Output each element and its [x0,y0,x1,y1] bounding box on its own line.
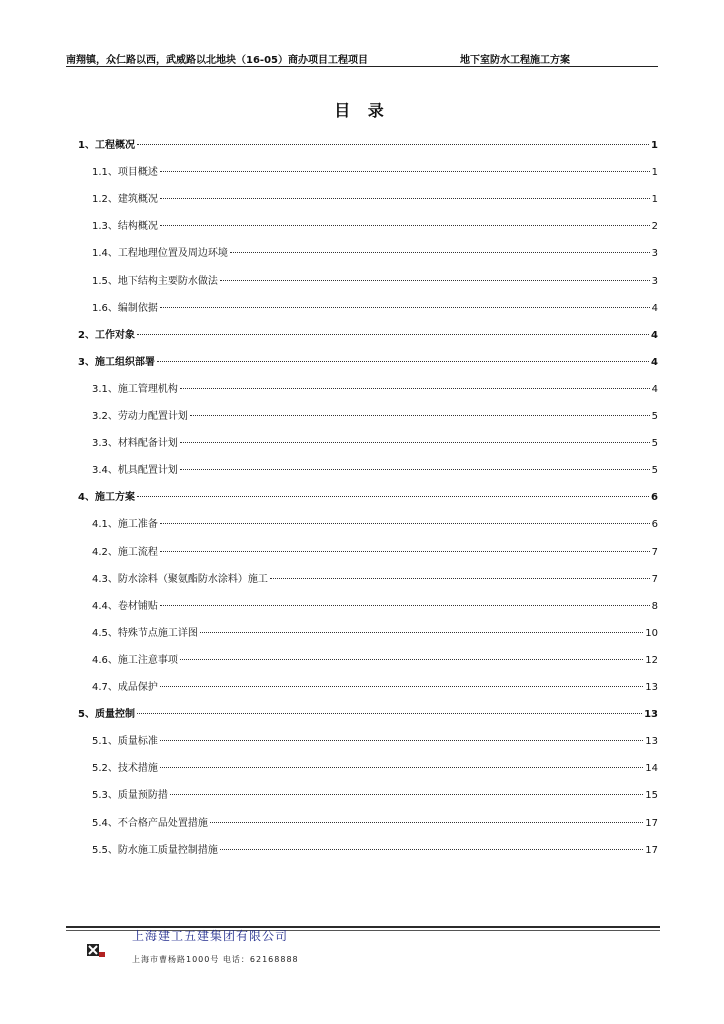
toc-entry-page: 6 [651,519,658,530]
toc-entry-page: 12 [645,655,658,666]
toc-entry[interactable] [92,163,658,179]
header-document-title: 地下室防水工程施工方案 [460,55,570,66]
toc-entry-label: 4.2、施工流程 [92,547,158,558]
toc-entry[interactable] [92,759,658,775]
toc-dot-leader [160,307,650,308]
toc-entry-page: 6 [651,492,658,503]
toc-entry[interactable] [92,814,658,830]
toc-entry-label: 3.1、施工管理机构 [92,384,178,395]
toc-dot-leader [270,578,650,579]
toc-entry-label: 1.1、项目概述 [92,167,158,178]
toc-entry-page: 5 [651,411,658,422]
toc-dot-leader [180,442,650,443]
toc-entry-label: 3.4、机具配置计划 [92,465,178,476]
toc-entry-label: 1.3、结构概况 [92,221,158,232]
toc-entry[interactable] [92,570,658,586]
toc-dot-leader [160,523,650,524]
toc-entry-label: 4、施工方案 [78,492,135,503]
toc-dot-leader [160,767,643,768]
toc-dot-leader [157,361,649,362]
toc-entry-page: 3 [651,276,658,287]
page-header [66,48,658,67]
toc-dot-leader [210,822,643,823]
toc-entry-label: 4.7、成品保护 [92,682,158,693]
toc-entry-page: 1 [651,167,658,178]
toc-entry[interactable] [92,407,658,423]
toc-entry-page: 13 [645,736,658,747]
footer-address: 上海市曹杨路1000号 电话：62168888 [132,955,299,964]
toc-entry-label: 4.4、卷材铺贴 [92,601,158,612]
toc-entry-page: 17 [645,818,658,829]
toc-entry-label: 1.6、编制依据 [92,303,158,314]
toc-entry-page: 2 [651,221,658,232]
toc-entry-page: 13 [645,682,658,693]
toc-entry-label: 5.5、防水施工质量控制措施 [92,845,218,856]
toc-dot-leader [160,740,643,741]
toc-dot-leader [160,171,650,172]
toc-title: 目 录 [334,101,390,120]
toc-entry-page: 3 [651,248,658,259]
toc-entry-label: 5、质量控制 [78,709,135,720]
footer-company-name: 上海建工五建集团有限公司 [132,929,289,943]
toc-dot-leader [190,415,650,416]
toc-entry[interactable] [92,461,658,477]
toc-entry-label: 1、工程概况 [78,140,135,151]
toc-entry-label: 4.5、特殊节点施工详图 [92,628,198,639]
toc-entry-page: 10 [645,628,658,639]
toc-dot-leader [180,469,650,470]
toc-dot-leader [160,551,650,552]
toc-entry-page: 7 [651,547,658,558]
toc-entry-label: 3.3、材料配备计划 [92,438,178,449]
toc-dot-leader [160,686,643,687]
toc-entry[interactable] [92,841,658,857]
toc-entry-label: 5.4、不合格产品处置措施 [92,818,208,829]
toc-dot-leader [160,605,650,606]
toc-entry[interactable] [92,543,658,559]
toc-entry[interactable] [78,136,658,152]
toc-entry[interactable] [78,488,658,504]
toc-entry-label: 1.5、地下结构主要防水做法 [92,276,218,287]
toc-entry-page: 1 [651,140,658,151]
toc-dot-leader [220,280,650,281]
toc-entry-page: 4 [651,384,658,395]
toc-entry-label: 5.2、技术措施 [92,763,158,774]
toc-entry[interactable] [92,678,658,694]
toc-entry[interactable] [78,705,658,721]
toc-entry-label: 3、施工组织部署 [78,357,155,368]
toc-entry-label: 1.2、建筑概况 [92,194,158,205]
toc-entry[interactable] [92,732,658,748]
header-project-name: 南翔镇，众仁路以西，武威路以北地块（16-05）商办项目工程项目 [66,55,368,66]
toc-entry[interactable] [92,651,658,667]
toc-entry-label: 2、工作对象 [78,330,135,341]
toc-dot-leader [200,632,643,633]
toc-entry[interactable] [92,299,658,315]
toc-entry[interactable] [92,434,658,450]
toc-entry-label: 4.3、防水涂料（聚氨酯防水涂料）施工 [92,574,268,585]
toc-dot-leader [180,388,650,389]
toc-entry-page: 1 [651,194,658,205]
toc-dot-leader [137,496,649,497]
toc-entry-page: 4 [651,357,658,368]
toc-entry[interactable] [92,786,658,802]
company-logo-icon [87,944,105,960]
toc-dot-leader [170,794,643,795]
toc-entry[interactable] [78,326,658,342]
toc-entry-page: 7 [651,574,658,585]
toc-entry[interactable] [92,190,658,206]
toc-entry-page: 4 [651,303,658,314]
toc-entry-page: 5 [651,438,658,449]
toc-entry-page: 17 [645,845,658,856]
toc-entry-page: 5 [651,465,658,476]
toc-dot-leader [137,334,649,335]
toc-entry[interactable] [92,380,658,396]
toc-dot-leader [180,659,643,660]
toc-entry-page: 14 [645,763,658,774]
toc-entry-page: 13 [644,709,658,720]
toc-entry-label: 4.6、施工注意事项 [92,655,178,666]
toc-dot-leader [160,198,650,199]
toc-entry-page: 4 [651,330,658,341]
toc-entry[interactable] [78,353,658,369]
toc-entry[interactable] [92,272,658,288]
toc-dot-leader [160,225,650,226]
toc-entry[interactable] [92,624,658,640]
toc-entry[interactable] [92,244,658,260]
toc-entry-label: 3.2、劳动力配置计划 [92,411,188,422]
toc-entry[interactable] [92,597,658,613]
toc-entry[interactable] [92,217,658,233]
toc-entry-label: 5.3、质量预防措 [92,790,168,801]
toc-entry-page: 15 [645,790,658,801]
toc-entry-page: 8 [651,601,658,612]
toc-entry-label: 5.1、质量标准 [92,736,158,747]
toc-entry[interactable] [92,515,658,531]
toc-dot-leader [137,144,649,145]
toc-dot-leader [137,713,642,714]
toc-entry-label: 4.1、施工准备 [92,519,158,530]
toc-dot-leader [220,849,643,850]
toc-dot-leader [230,252,650,253]
toc-entry-label: 1.4、工程地理位置及周边环境 [92,248,228,259]
